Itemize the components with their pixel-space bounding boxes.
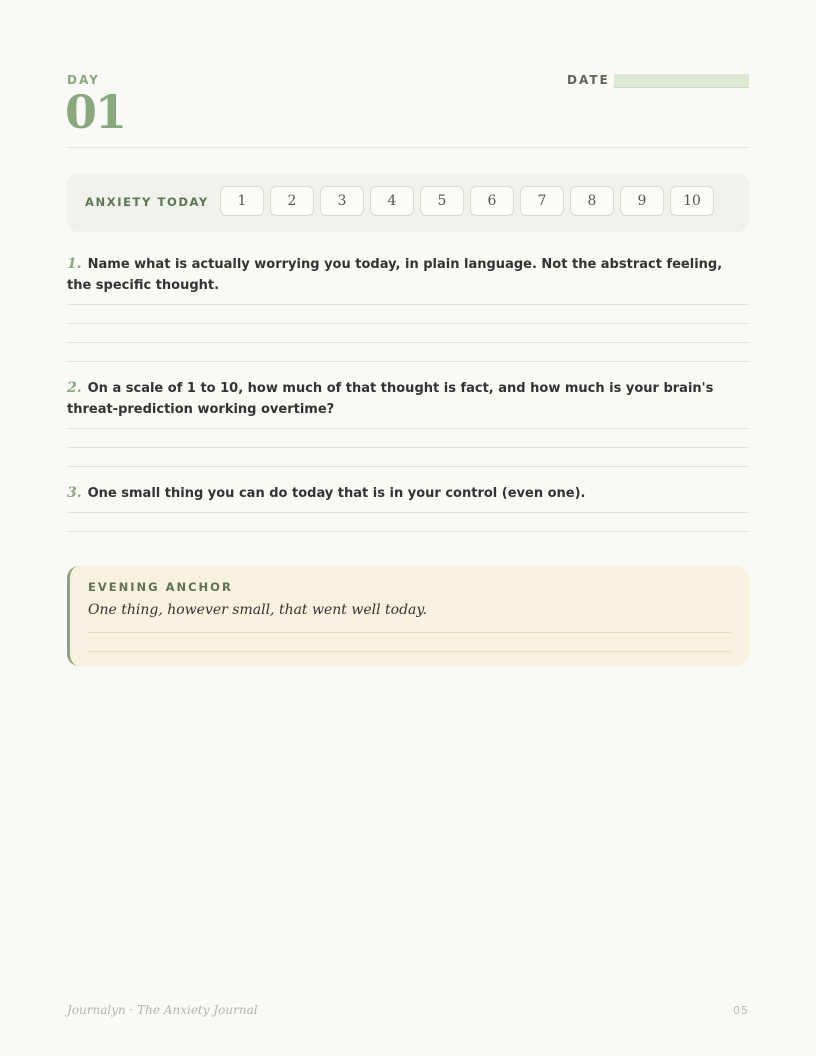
anxiety-option-5[interactable]: 5 bbox=[420, 186, 464, 216]
answer-line[interactable] bbox=[67, 361, 749, 362]
anxiety-option-4[interactable]: 4 bbox=[370, 186, 414, 216]
anxiety-option-3[interactable]: 3 bbox=[320, 186, 364, 216]
anxiety-option-1[interactable]: 1 bbox=[220, 186, 264, 216]
answer-line[interactable] bbox=[67, 531, 749, 532]
answer-line[interactable] bbox=[67, 342, 749, 343]
answer-line[interactable] bbox=[88, 632, 731, 633]
question-1 bbox=[67, 254, 749, 296]
header-divider bbox=[67, 147, 749, 148]
anxiety-option-9[interactable]: 9 bbox=[620, 186, 664, 216]
answer-line[interactable] bbox=[67, 428, 749, 429]
date-label: DATE bbox=[567, 73, 610, 87]
anxiety-option-10[interactable]: 10 bbox=[670, 186, 714, 216]
anxiety-scale-label: ANXIETY TODAY bbox=[85, 195, 209, 209]
evening-anchor-card bbox=[67, 566, 749, 666]
evening-anchor-label: EVENING ANCHOR bbox=[88, 580, 233, 594]
answer-line[interactable] bbox=[67, 447, 749, 448]
question-text: Name what is actually worrying you today, in plain language. Not the abstract feeling, the specific thought. bbox=[67, 257, 723, 293]
footer-journal-title: Journalyn · The Anxiety Journal bbox=[67, 1003, 258, 1017]
day-label: DAY bbox=[67, 73, 100, 87]
anxiety-scale-options bbox=[220, 186, 714, 216]
footer-page-number: 05 bbox=[733, 1004, 749, 1017]
anxiety-option-7[interactable]: 7 bbox=[520, 186, 564, 216]
anxiety-option-6[interactable]: 6 bbox=[470, 186, 514, 216]
answer-line[interactable] bbox=[67, 466, 749, 467]
answer-line[interactable] bbox=[67, 304, 749, 305]
answer-line[interactable] bbox=[67, 512, 749, 513]
anxiety-option-8[interactable]: 8 bbox=[570, 186, 614, 216]
question-3 bbox=[67, 483, 749, 504]
question-number: 2. bbox=[67, 380, 82, 396]
evening-anchor-prompt: One thing, however small, that went well today. bbox=[88, 602, 427, 618]
day-number: 01 bbox=[65, 85, 126, 139]
answer-line[interactable] bbox=[88, 651, 731, 652]
question-text: One small thing you can do today that is in your control (even one). bbox=[87, 486, 586, 501]
question-2 bbox=[67, 378, 749, 420]
anxiety-option-2[interactable]: 2 bbox=[270, 186, 314, 216]
journal-page bbox=[67, 0, 749, 1056]
question-text: On a scale of 1 to 10, how much of that thought is fact, and how much is your brain's threat-prediction working overtime? bbox=[67, 381, 714, 417]
answer-line[interactable] bbox=[67, 323, 749, 324]
date-field[interactable] bbox=[614, 74, 749, 88]
question-number: 3. bbox=[67, 485, 82, 501]
anxiety-scale-panel bbox=[67, 173, 749, 232]
question-number: 1. bbox=[67, 256, 82, 272]
